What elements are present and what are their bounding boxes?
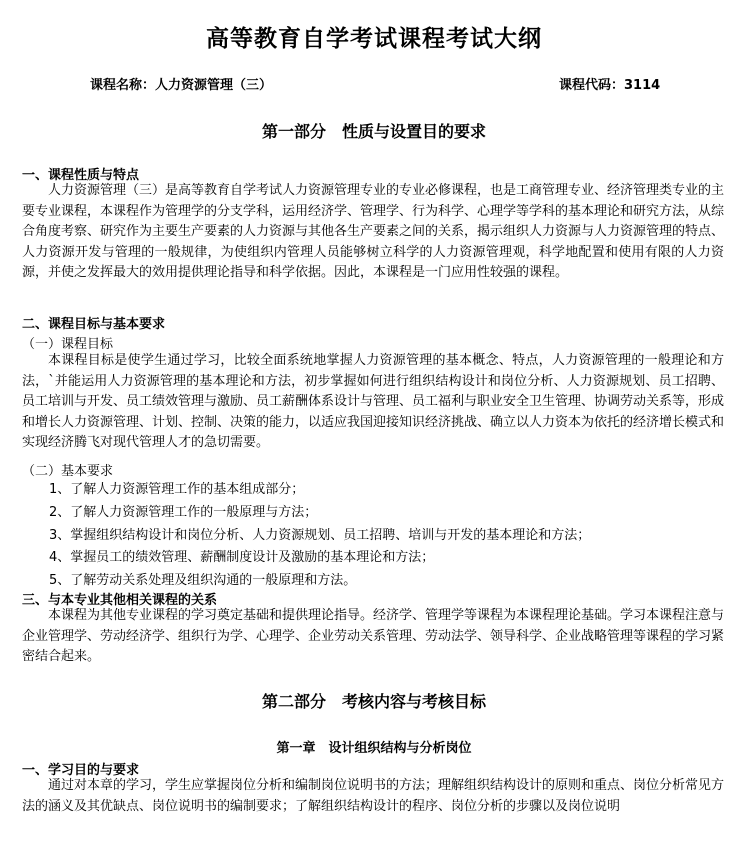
chapter1-title: 第一章 设计组织结构与分析岗位 xyxy=(276,741,472,756)
subsection-requirements-heading: （二）基本要求 xyxy=(22,464,114,479)
section3-heading: 三、与本专业其他相关课程的关系 xyxy=(22,593,218,608)
list-item: 4、掌握员工的绩效管理、薪酬制度设计及激励的基本理论和方法； xyxy=(49,550,435,566)
chapter1-paragraph: 通过对本章的学习，学生应掌握岗位分析和编制岗位说明书的方法；理解组织结构设计的原则和重点、岗位分析常见方法的涵义及其优缺点、岗位说明书的编制要求；了解组织结构设计的程序、岗位分析的步骤以及岗位说明 xyxy=(22,778,725,814)
list-item: 1、了解人力资源管理工作的基本组成部分； xyxy=(49,482,305,497)
section1-heading: 一、课程性质与特点 xyxy=(22,168,140,183)
list-item: 2、了解人力资源管理工作的一般原理与方法； xyxy=(49,504,318,520)
list-item: 5、了解劳动关系处理及组织沟通的一般原理和方法。 xyxy=(49,573,357,589)
requirements-list xyxy=(49,480,590,594)
section3-paragraph: 本课程为其他专业课程的学习奠定基础和提供理论指导。经济学、管理学等课程为本课程理论基础。学习本课程注意与企业管理学、劳动经济学、组织行为学、心理学、企业劳动关系管理、劳动法学、领导科学、企业战略管理等课程的学习紧密结合起来。 xyxy=(22,608,725,665)
part1-title: 第一部分 性质与设置目的要求 xyxy=(261,122,486,141)
part2-title: 第二部分 考核内容与考核目标 xyxy=(261,692,486,711)
subsection-goal-heading: （一）课程目标 xyxy=(22,337,114,352)
document-title: 高等教育自学考试课程考试大纲 xyxy=(206,25,542,52)
chapter1-heading: 一、学习目的与要求 xyxy=(22,763,140,778)
section1-paragraph: 人力资源管理（三）是高等教育自学考试人力资源管理专业的专业必修课程，也是工商管理专业、经济管理类专业的主要专业课程，本课程作为管理学的分支学科，运用经济学、管理学、行为科学、心理学等学科的基本理论和研究方法，从综合角度考察、研究作为主要生产要素的人力资源与其他各生产要素之间的关系，揭示组织人力资源与人力资源管理的特点、人力资源开发与管理的一般规律，为使组织内管理人员能够树立科学的人力资源管理观，科学地配置和使用有限的人力资源，并使之发挥最大的效用提供理论指导和科学依据。因此，本课程是一门应用性较强的课程。 xyxy=(22,183,725,281)
subsection-goal-paragraph: 本课程目标是使学生通过学习，比较全面系统地掌握人力资源管理的基本概念、特点，人力资源管理的一般理论和方法，`并能运用人力资源管理的基本理论和方法，初步掌握如何进行组织结构设计和岗位分析、人力资源规划、员工招聘、员工培训与开发、员工绩效管理与激励、员工薪酬体系设计与管理、员工福利与职业安全卫生管理、协调劳动关系等，形成和增长人力资源管理、计划、控制、决策的能力，以适应我国迎接知识经济挑战、确立以人力资本为依托的经济增长模式和实现经济腾飞对现代管理人才的急切需要。 xyxy=(22,353,725,451)
course-code: 课程代码：3114 xyxy=(559,78,661,93)
list-item: 3、掌握组织结构设计和岗位分析、人力资源规划、员工招聘、培训与开发的基本理论和方法； xyxy=(49,527,591,543)
course-name: 课程名称：人力资源管理（三） xyxy=(90,78,273,93)
section2-heading: 二、课程目标与基本要求 xyxy=(22,317,166,332)
